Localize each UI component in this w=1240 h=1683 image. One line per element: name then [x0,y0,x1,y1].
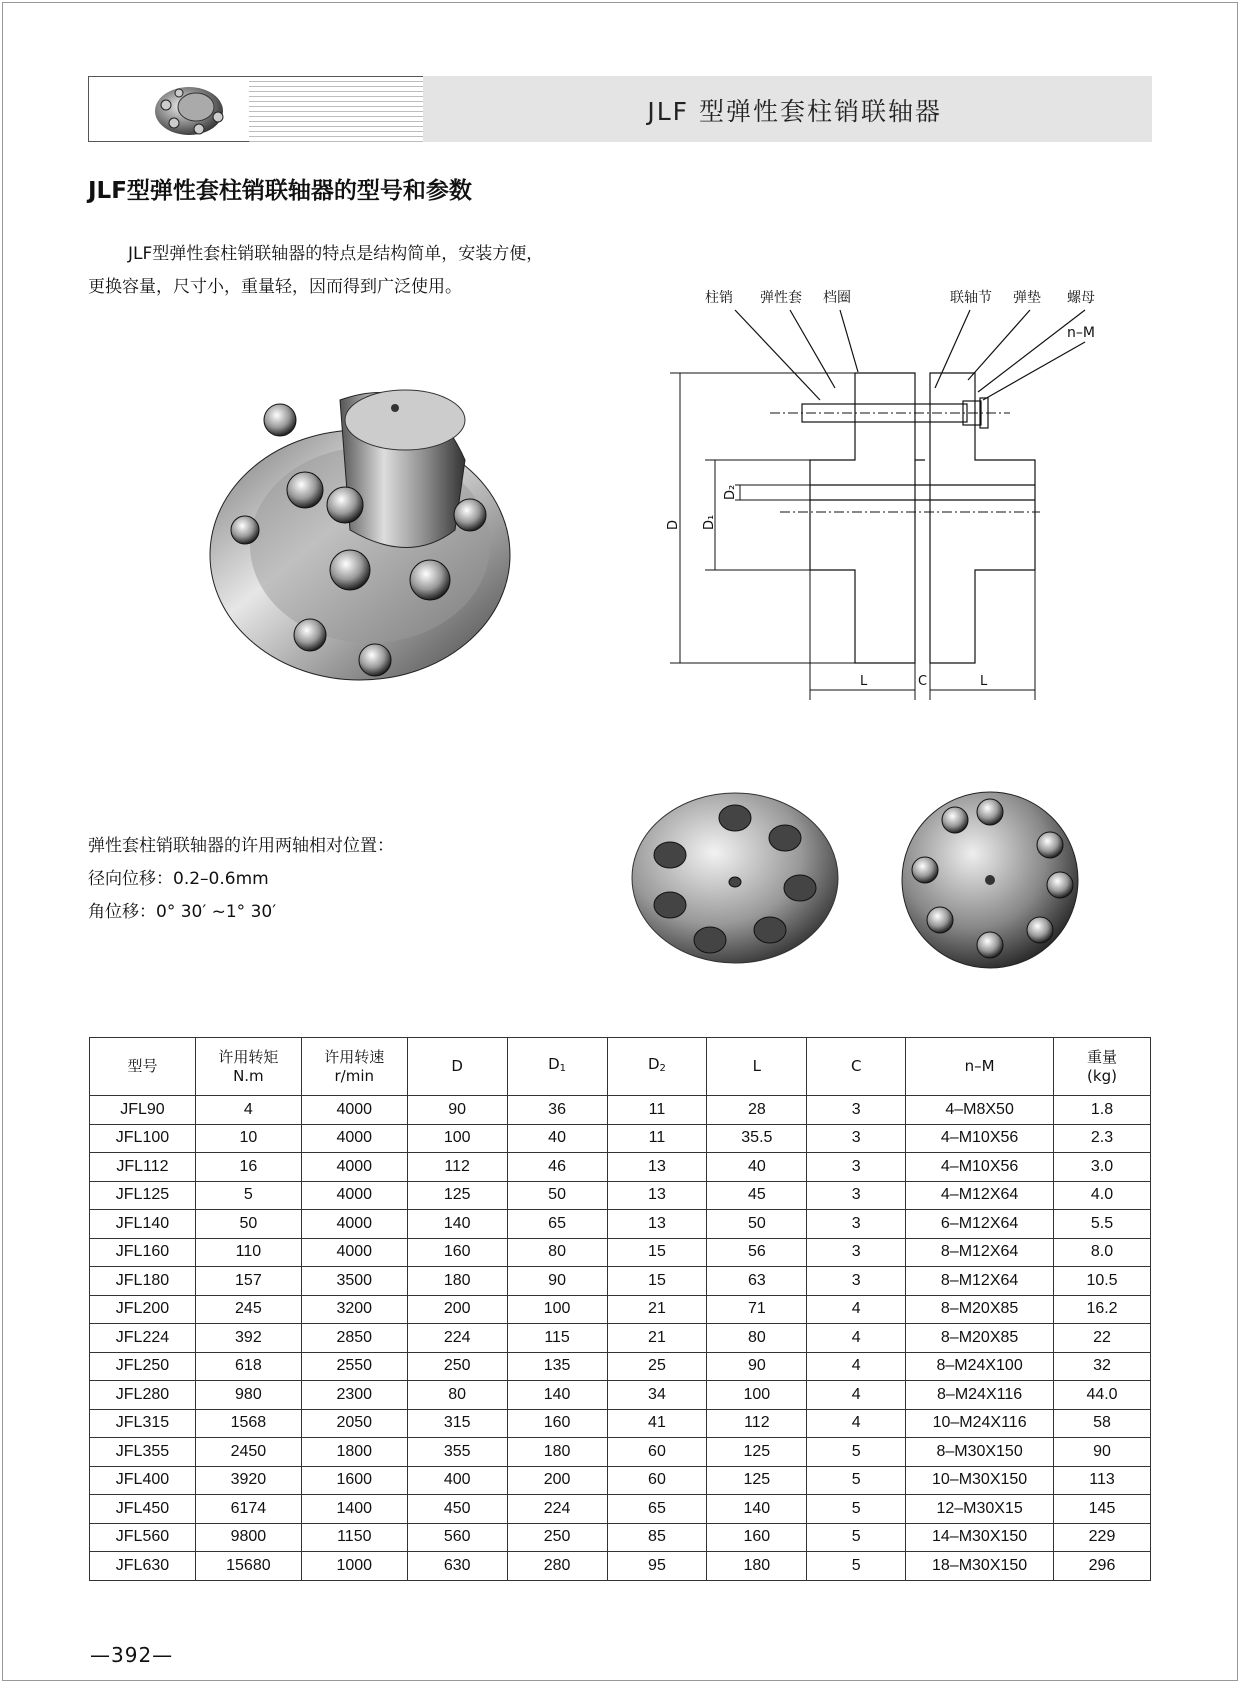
cell-torque: 3920 [195,1466,301,1495]
cell-nm: 4–M8X50 [906,1096,1054,1125]
cell-nm: 10–M24X116 [906,1409,1054,1438]
cell-torque: 10 [195,1124,301,1153]
cell-model: JFL560 [90,1523,196,1552]
cell-d: 450 [407,1495,507,1524]
callout-label: 联轴节 [950,290,992,306]
banner-title-panel [423,76,1152,142]
cell-speed: 4000 [301,1210,407,1239]
cell-weight: 90 [1054,1438,1151,1467]
cell-model: JFL100 [90,1124,196,1153]
assembled-flange-photo [900,790,1080,970]
spec-table-body [90,1096,1151,1581]
radial-displacement: 径向位移：0.2–0.6mm [88,869,269,889]
cell-weight: 2.3 [1054,1124,1151,1153]
dim-label-d1: D₁ [702,514,717,530]
cell-torque: 1568 [195,1409,301,1438]
dim-label-d: D [666,519,681,530]
header-c: C [807,1038,906,1096]
page-title: JLF 型弹性套柱销联轴器 [647,97,942,126]
cell-d1: 280 [507,1552,607,1581]
table-row [90,1523,1151,1552]
cell-l: 35.5 [707,1124,807,1153]
cell-d1: 80 [507,1238,607,1267]
cell-nm: 6–M12X64 [906,1210,1054,1239]
cell-model: JFL630 [90,1552,196,1581]
cell-torque: 6174 [195,1495,301,1524]
cell-d: 560 [407,1523,507,1552]
cell-c: 3 [807,1267,906,1296]
table-row [90,1295,1151,1324]
cell-speed: 2300 [301,1381,407,1410]
cell-nm: 12–M30X15 [906,1495,1054,1524]
cell-d1: 200 [507,1466,607,1495]
cell-weight: 1.8 [1054,1096,1151,1125]
callout-label: 螺母 [1067,290,1095,306]
intro-paragraph [88,238,648,304]
cell-weight: 8.0 [1054,1238,1151,1267]
cell-nm: 4–M10X56 [906,1153,1054,1182]
table-row [90,1153,1151,1182]
cell-d: 112 [407,1153,507,1182]
cell-l: 90 [707,1352,807,1381]
cell-c: 4 [807,1352,906,1381]
cell-nm: 8–M30X150 [906,1438,1054,1467]
cell-nm: 4–M10X56 [906,1124,1054,1153]
cell-d2: 85 [607,1523,707,1552]
table-row [90,1267,1151,1296]
cell-l: 40 [707,1153,807,1182]
cell-weight: 32 [1054,1352,1151,1381]
header-weight: 重量 (kg) [1054,1038,1151,1096]
cell-model: JFL90 [90,1096,196,1125]
cell-c: 4 [807,1324,906,1353]
header-torque: 许用转矩 N.m [195,1038,301,1096]
cell-d2: 13 [607,1181,707,1210]
cell-l: 160 [707,1523,807,1552]
cell-nm: 18–M30X150 [906,1552,1054,1581]
cell-torque: 50 [195,1210,301,1239]
positions-heading: 弹性套柱销联轴器的许用两轴相对位置： [88,836,394,856]
cell-c: 4 [807,1381,906,1410]
cell-torque: 110 [195,1238,301,1267]
cell-d2: 95 [607,1552,707,1581]
cell-d: 125 [407,1181,507,1210]
cell-d2: 41 [607,1409,707,1438]
cell-torque: 157 [195,1267,301,1296]
cell-weight: 5.5 [1054,1210,1151,1239]
coupling-thumbnail-icon [144,81,234,139]
cell-d2: 65 [607,1495,707,1524]
cell-l: 63 [707,1267,807,1296]
cell-d1: 46 [507,1153,607,1182]
cell-c: 5 [807,1523,906,1552]
cell-c: 3 [807,1096,906,1125]
table-row [90,1409,1151,1438]
cell-torque: 4 [195,1096,301,1125]
cell-model: JFL125 [90,1181,196,1210]
cell-model: JFL400 [90,1466,196,1495]
page-number: —392— [90,1643,174,1667]
cell-model: JFL355 [90,1438,196,1467]
cell-weight: 16.2 [1054,1295,1151,1324]
cell-nm: 8–M24X116 [906,1381,1054,1410]
cell-model: JFL160 [90,1238,196,1267]
angular-displacement: 角位移：0° 30′ ~1° 30′ [88,902,277,922]
cell-c: 4 [807,1409,906,1438]
cell-c: 4 [807,1295,906,1324]
callout-label: 柱销 [705,290,733,306]
table-row [90,1096,1151,1125]
cell-weight: 3.0 [1054,1153,1151,1182]
cell-speed: 3200 [301,1295,407,1324]
cell-d2: 60 [607,1438,707,1467]
cell-d: 250 [407,1352,507,1381]
cell-d1: 50 [507,1181,607,1210]
cell-l: 100 [707,1381,807,1410]
cell-l: 125 [707,1466,807,1495]
cell-nm: 4–M12X64 [906,1181,1054,1210]
cell-d: 355 [407,1438,507,1467]
cell-d: 400 [407,1466,507,1495]
cell-torque: 980 [195,1381,301,1410]
cell-d2: 15 [607,1238,707,1267]
cell-l: 112 [707,1409,807,1438]
cell-d2: 21 [607,1324,707,1353]
coupling-product-photo [210,380,550,690]
table-row [90,1438,1151,1467]
cell-d1: 180 [507,1438,607,1467]
cell-weight: 229 [1054,1523,1151,1552]
cell-weight: 44.0 [1054,1381,1151,1410]
header-d2: $D_2$ [607,1038,707,1096]
cell-speed: 2050 [301,1409,407,1438]
cell-model: JFL224 [90,1324,196,1353]
cell-model: JFL280 [90,1381,196,1410]
cell-nm: 8–M12X64 [906,1238,1054,1267]
table-row [90,1210,1151,1239]
cell-torque: 2450 [195,1438,301,1467]
cell-l: 71 [707,1295,807,1324]
cell-d2: 11 [607,1096,707,1125]
cell-weight: 4.0 [1054,1181,1151,1210]
dim-label-l: L [860,674,868,689]
cell-weight: 113 [1054,1466,1151,1495]
cell-nm: 8–M24X100 [906,1352,1054,1381]
cell-speed: 4000 [301,1181,407,1210]
cell-speed: 1600 [301,1466,407,1495]
dim-label-d2: D₂ [723,484,738,500]
cell-l: 125 [707,1438,807,1467]
nm-label: n–M [1067,325,1095,341]
cell-d: 90 [407,1096,507,1125]
cell-d2: 60 [607,1466,707,1495]
table-row [90,1238,1151,1267]
cell-d1: 115 [507,1324,607,1353]
cell-speed: 4000 [301,1124,407,1153]
cell-c: 3 [807,1153,906,1182]
cell-l: 28 [707,1096,807,1125]
header-nm: n–M [906,1038,1054,1096]
cell-c: 3 [807,1238,906,1267]
cell-d2: 34 [607,1381,707,1410]
cell-speed: 1000 [301,1552,407,1581]
table-row [90,1552,1151,1581]
cell-speed: 1400 [301,1495,407,1524]
cell-c: 5 [807,1438,906,1467]
cell-nm: 8–M20X85 [906,1324,1054,1353]
cell-d1: 160 [507,1409,607,1438]
section-title: JLF型弹性套柱销联轴器的型号和参数 [88,178,472,204]
cell-torque: 5 [195,1181,301,1210]
cell-speed: 2550 [301,1352,407,1381]
cell-d2: 21 [607,1295,707,1324]
cell-d1: 224 [507,1495,607,1524]
cell-speed: 1800 [301,1438,407,1467]
cell-l: 180 [707,1552,807,1581]
cell-speed: 1150 [301,1523,407,1552]
cell-speed: 2850 [301,1324,407,1353]
header-speed: 许用转速 r/min [301,1038,407,1096]
cell-nm: 8–M20X85 [906,1295,1054,1324]
cell-d: 224 [407,1324,507,1353]
cell-speed: 4000 [301,1096,407,1125]
header-model: 型号 [90,1038,196,1096]
table-row [90,1466,1151,1495]
cell-l: 80 [707,1324,807,1353]
cell-c: 3 [807,1210,906,1239]
cell-c: 5 [807,1466,906,1495]
table-row [90,1381,1151,1410]
cell-model: JFL315 [90,1409,196,1438]
cell-model: JFL250 [90,1352,196,1381]
cell-d: 630 [407,1552,507,1581]
cell-torque: 618 [195,1352,301,1381]
cell-weight: 10.5 [1054,1267,1151,1296]
table-row [90,1495,1151,1524]
callout-label: 档圈 [823,290,851,306]
cell-torque: 392 [195,1324,301,1353]
cell-d1: 36 [507,1096,607,1125]
cell-d1: 250 [507,1523,607,1552]
intro-line: 更换容量，尺寸小，重量轻，因而得到广泛使用。 [88,277,462,297]
cell-d: 100 [407,1124,507,1153]
header-l: L [707,1038,807,1096]
cell-torque: 9800 [195,1523,301,1552]
cell-d: 315 [407,1409,507,1438]
cell-weight: 58 [1054,1409,1151,1438]
header-banner [88,76,1152,142]
cell-model: JFL200 [90,1295,196,1324]
cell-weight: 22 [1054,1324,1151,1353]
cell-c: 3 [807,1181,906,1210]
cell-weight: 296 [1054,1552,1151,1581]
cell-nm: 10–M30X150 [906,1466,1054,1495]
cell-l: 140 [707,1495,807,1524]
callout-label: 弹垫 [1013,290,1041,306]
cell-d2: 13 [607,1210,707,1239]
dim-label-l: L [980,674,988,689]
cell-l: 50 [707,1210,807,1239]
cell-d1: 100 [507,1295,607,1324]
cell-d: 200 [407,1295,507,1324]
cell-d2: 13 [607,1153,707,1182]
cell-d1: 90 [507,1267,607,1296]
cell-d1: 135 [507,1352,607,1381]
header-d1: $D_1$ [507,1038,607,1096]
flange-disc-photo [630,790,845,965]
cell-torque: 15680 [195,1552,301,1581]
table-header-row [90,1038,1151,1096]
cell-l: 56 [707,1238,807,1267]
cell-c: 5 [807,1552,906,1581]
cell-model: JFL140 [90,1210,196,1239]
cell-model: JFL112 [90,1153,196,1182]
cell-d: 180 [407,1267,507,1296]
banner-logo-panel [88,76,423,142]
callout-label: 弹性套 [760,290,802,306]
dim-label-c: C [918,674,928,689]
header-d: D [407,1038,507,1096]
cell-model: JFL180 [90,1267,196,1296]
cell-model: JFL450 [90,1495,196,1524]
cell-torque: 245 [195,1295,301,1324]
cell-d2: 11 [607,1124,707,1153]
cell-nm: 8–M12X64 [906,1267,1054,1296]
cell-d1: 40 [507,1124,607,1153]
coupling-section-diagram [666,280,1120,720]
intro-line: JLF型弹性套柱销联轴器的特点是结构简单，安装方便， [128,244,544,264]
cell-nm: 14–M30X150 [906,1523,1054,1552]
banner-stripes [249,77,424,143]
cell-d1: 65 [507,1210,607,1239]
table-row [90,1324,1151,1353]
cell-c: 5 [807,1495,906,1524]
cell-c: 3 [807,1124,906,1153]
cell-d: 160 [407,1238,507,1267]
table-row [90,1352,1151,1381]
table-row [90,1181,1151,1210]
cell-speed: 4000 [301,1238,407,1267]
table-row [90,1124,1151,1153]
cell-d2: 15 [607,1267,707,1296]
cell-d1: 140 [507,1381,607,1410]
cell-speed: 3500 [301,1267,407,1296]
spec-table [89,1037,1151,1581]
cell-d2: 25 [607,1352,707,1381]
allowable-positions [88,830,394,929]
cell-d: 140 [407,1210,507,1239]
cell-d: 80 [407,1381,507,1410]
cell-l: 45 [707,1181,807,1210]
cell-torque: 16 [195,1153,301,1182]
cell-speed: 4000 [301,1153,407,1182]
cell-weight: 145 [1054,1495,1151,1524]
